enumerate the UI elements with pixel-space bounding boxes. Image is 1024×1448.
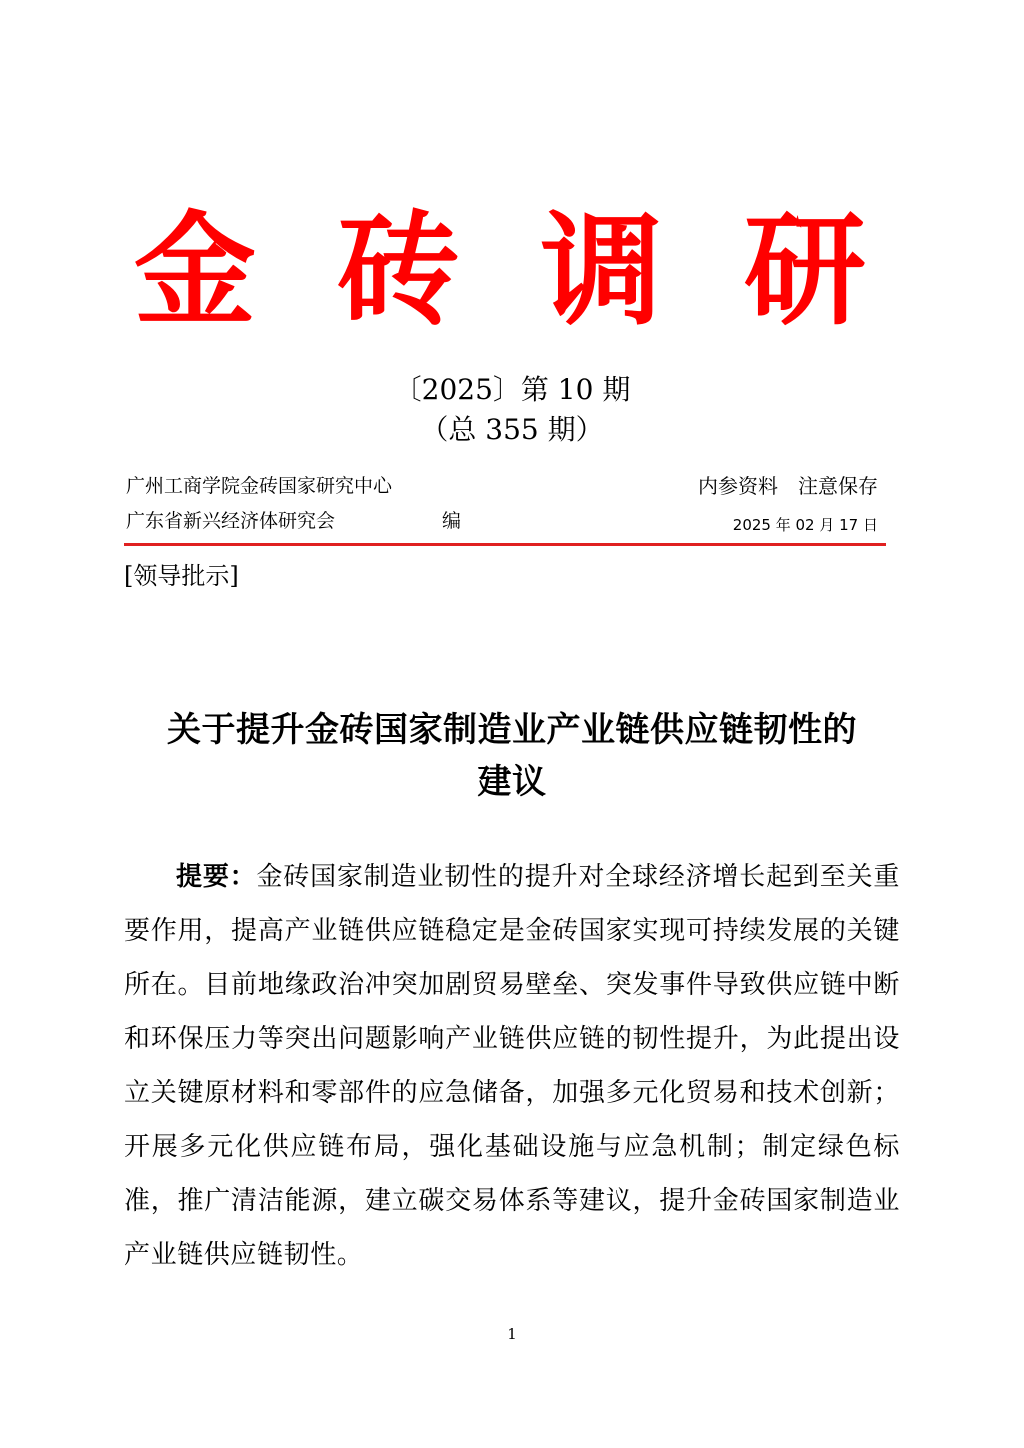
issue-number: 〔2025〕第 10 期: [393, 373, 631, 406]
header-divider: [124, 543, 886, 546]
leadership-instruction-label: [领导批示]: [124, 562, 239, 590]
abstract-paragraph: [124, 850, 900, 1282]
masthead-char-2: 砖: [337, 198, 460, 342]
masthead-char-3: 调: [540, 198, 663, 342]
masthead-char-1: 金: [134, 198, 256, 342]
editor-label: 编: [442, 510, 462, 532]
title-line-2: 建议: [477, 762, 547, 802]
abstract-label: 提要：: [176, 862, 257, 892]
abstract-text: 金砖国家制造业韧性的提升对全球经济增长起到至关重要作用，提高产业链供应链稳定是金砖国家实现可持续发展的关键所在。目前地缘政治冲突加剧贸易壁垒、突发事件导致供应链中断和环保压力等突出问题影响产业链供应链的韧性提升，为此提出设立关键原材料和零部件的应急储备，加强多元化贸易和技术创新；开展多元化供应链布局，强化基础设施与应急机制；制定绿色标准，推广清洁能源，建立碳交易体系等建议，提升金砖国家制造业产业链供应链韧性。: [124, 862, 900, 1270]
masthead-char-4: 研: [743, 198, 866, 342]
masthead-title: [110, 195, 890, 345]
issue-total: （总 355 期）: [420, 413, 604, 446]
publisher-org-2: 广东省新兴经济体研究会: [126, 510, 336, 532]
publish-date: 2025 年 02 月 17 日: [732, 516, 878, 534]
title-line-1: 关于提升金砖国家制造业产业链供应链韧性的: [167, 710, 857, 750]
classification-note: 内参资料 注意保存: [698, 474, 878, 498]
page-number: 1: [507, 1325, 517, 1343]
document-title: [118, 704, 906, 808]
publisher-org-1: 广州工商学院金砖国家研究中心: [126, 475, 393, 497]
